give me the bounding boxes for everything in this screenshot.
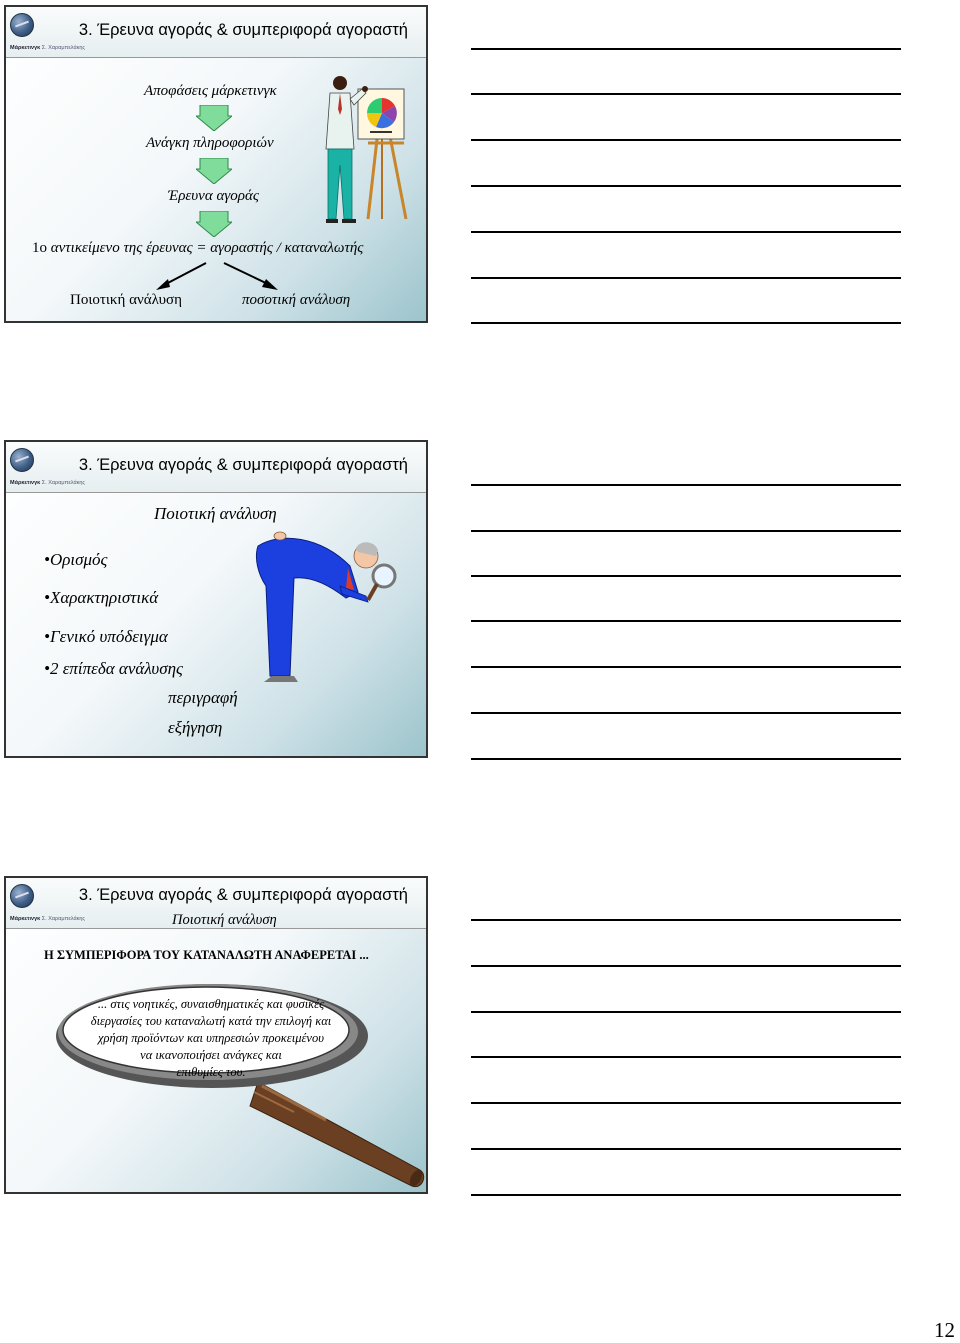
slide-title: 3. Έρευνα αγοράς & συμπεριφορά αγοραστή (78, 886, 408, 904)
slide-2 (4, 440, 428, 758)
sub-item: εξήγηση (168, 718, 223, 737)
arrow-down-icon (196, 158, 232, 184)
slide-header (6, 442, 426, 493)
slide-3 (4, 876, 428, 1194)
slide-heading: Ποιοτική ανάλυση (154, 504, 277, 523)
man-with-magnifier-illustration (250, 526, 400, 686)
research-object-line: 1ο αντικείμενο της έρευνας = αγοραστής / καταναλωτής (32, 240, 364, 256)
presenter-with-chart-illustration (316, 69, 416, 229)
flow-item-market-research: Έρευνα αγοράς (168, 188, 259, 204)
slide-subtitle: Ποιοτική ανάλυση (172, 912, 277, 928)
bullet-item: •Γενικό υπόδειγμα (44, 627, 168, 646)
brand-label: Μάρκετινγκ Σ. Χαραμπελάκης (10, 45, 86, 51)
slide-header (6, 878, 426, 929)
arrow-down-icon (196, 211, 232, 237)
globe-logo-icon (10, 884, 34, 908)
page-number: 12 (934, 1318, 955, 1342)
slide-header (6, 7, 426, 58)
lens-text: ... στις νοητικές, συναισθηματικές και φυσικές διεργασίες του καταναλωτή κατά την επιλογή και χρήση προϊόντων και υπηρεσιών προκειμένου να ικανοποιήσει ανάγκες και επιθυμίες του. (90, 997, 332, 1079)
branch-quantitative: ποσοτική ανάλυση (242, 292, 351, 308)
slide-heading: Η ΣΥΜΠΕΡΙΦΟΡΑ ΤΟΥ ΚΑΤΑΝΑΛΩΤΗ ΑΝΑΦΕΡΕΤΑΙ ... (44, 948, 369, 962)
arrow-down-icon (196, 105, 232, 131)
globe-logo-icon (10, 448, 34, 472)
flow-item-decisions: Αποφάσεις μάρκετινγκ (144, 83, 277, 99)
flow-item-info-need: Ανάγκη πληροφοριών (146, 135, 274, 151)
globe-logo-icon (10, 13, 34, 37)
branch-qualitative: Ποιοτική ανάλυση (70, 292, 182, 308)
bullet-item: •Χαρακτηριστικά (44, 588, 159, 607)
bullet-item: •Ορισμός (44, 550, 108, 569)
sub-item: περιγραφή (168, 688, 238, 707)
bullet-item: •2 επίπεδα ανάλυσης (44, 659, 183, 678)
slide-title: 3. Έρευνα αγοράς & συμπεριφορά αγοραστή (78, 21, 408, 39)
brand-label: Μάρκετινγκ Σ. Χαραμπελάκης (10, 916, 86, 922)
slide-title: 3. Έρευνα αγοράς & συμπεριφορά αγοραστή (78, 456, 408, 474)
brand-label: Μάρκετινγκ Σ. Χαραμπελάκης (10, 480, 86, 486)
slide-1 (4, 5, 428, 323)
